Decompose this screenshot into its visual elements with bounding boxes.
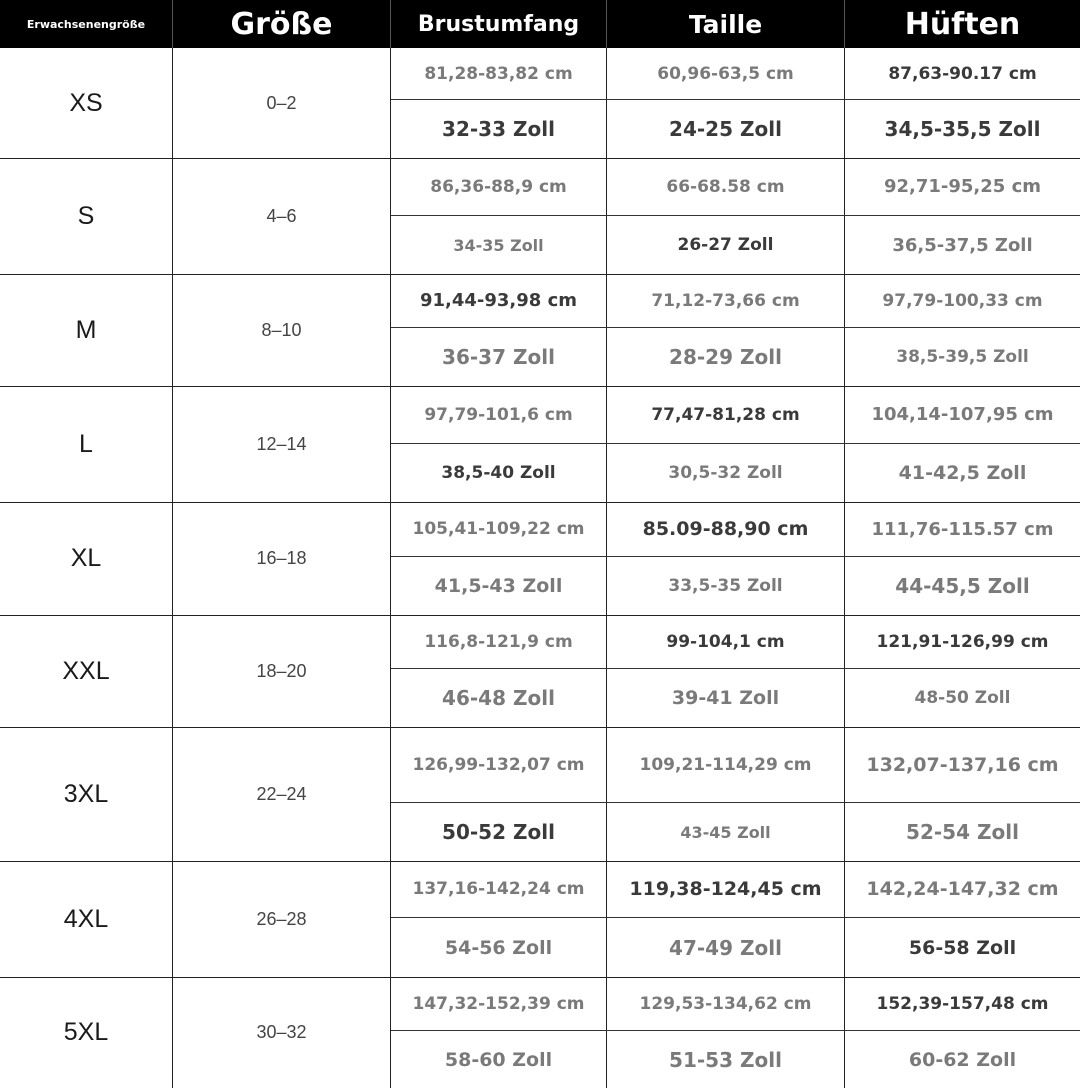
hip-cm-value: 87,63-90.17 cm — [888, 63, 1037, 84]
us-size-range: 16–18 — [256, 548, 307, 568]
table-header — [0, 0, 1080, 48]
bust-cm-value: 116,8-121,9 cm — [424, 631, 573, 652]
us-size-range: 8–10 — [261, 319, 302, 340]
bust-in-value: 36-37 Zoll — [442, 345, 555, 369]
bust-in-value: 34-35 Zoll — [453, 235, 544, 255]
waist-in-value: 47-49 Zoll — [669, 935, 782, 960]
hip-cm-value: 121,91-126,99 cm — [876, 631, 1049, 652]
bust-in-value: 46-48 Zoll — [442, 686, 555, 710]
header-divider — [390, 0, 391, 48]
bust-cm-value: 81,28-83,82 cm — [424, 63, 573, 84]
bust-cm-value: 91,44-93,98 cm — [419, 290, 578, 311]
bust-in-value: 41,5-43 Zoll — [434, 575, 563, 597]
hip-cm-value: 104,14-107,95 cm — [871, 404, 1054, 425]
us-size-range: 18–20 — [256, 660, 307, 681]
waist-in-value: 26-27 Zoll — [677, 235, 774, 255]
bust-in-value: 38,5-40 Zoll — [441, 463, 556, 483]
hip-in-value: 38,5-39,5 Zoll — [896, 347, 1029, 367]
hip-in-value: 56-58 Zoll — [908, 936, 1017, 959]
us-size-range: 30–32 — [256, 1022, 307, 1042]
us-size-range: 4–6 — [266, 205, 297, 226]
bust-cm-value: 86,36-88,9 cm — [430, 176, 567, 197]
waist-in-value: 43-45 Zoll — [680, 822, 771, 842]
waist-cm-value: 71,12-73,66 cm — [651, 290, 800, 311]
size-label: L — [79, 429, 93, 458]
waist-cm-value: 129,53-134,62 cm — [639, 993, 812, 1014]
waist-cm-value: 109,21-114,29 cm — [639, 754, 812, 775]
us-size-range: 12–14 — [256, 433, 307, 454]
size-label: XXL — [62, 656, 110, 685]
size-label: 5XL — [63, 1018, 109, 1046]
hip-cm-value: 142,24-147,32 cm — [866, 878, 1059, 900]
size-label: M — [75, 315, 97, 344]
size-label: S — [77, 201, 95, 230]
us-size-range: 0–2 — [266, 92, 297, 113]
waist-cm-value: 60,96-63,5 cm — [657, 63, 794, 84]
hip-cm-value: 152,39-157,48 cm — [876, 993, 1049, 1014]
hip-in-value: 41-42,5 Zoll — [898, 462, 1027, 484]
header-divider — [606, 0, 607, 48]
size-label: 4XL — [63, 904, 109, 933]
size-label: XS — [69, 88, 103, 117]
waist-in-value: 28-29 Zoll — [669, 345, 782, 369]
waist-header: Taille — [688, 9, 763, 39]
waist-in-value: 39-41 Zoll — [671, 687, 780, 709]
waist-cm-value: 99-104,1 cm — [666, 631, 785, 652]
hip-cm-value: 97,79-100,33 cm — [882, 290, 1043, 311]
hip-in-value: 34,5-35,5 Zoll — [884, 117, 1041, 141]
bust-cm-value: 137,16-142,24 cm — [412, 879, 585, 899]
hip-cm-value: 111,76-115.57 cm — [871, 518, 1054, 540]
size-label: 3XL — [63, 779, 109, 808]
waist-in-value: 33,5-35 Zoll — [668, 576, 783, 596]
us-size-range: 22–24 — [256, 783, 307, 804]
hip-in-value: 36,5-37,5 Zoll — [892, 234, 1033, 256]
size-header: Größe — [230, 6, 333, 42]
waist-in-value: 24-25 Zoll — [669, 117, 782, 141]
bust-in-value: 50-52 Zoll — [442, 820, 555, 844]
bust-cm-value: 126,99-132,07 cm — [412, 754, 585, 775]
hip-in-value: 44-45,5 Zoll — [895, 574, 1030, 598]
us-size-range: 26–28 — [256, 908, 307, 929]
hip-in-value: 48-50 Zoll — [914, 688, 1011, 708]
adult-size-header: Erwachsenengröße — [26, 17, 146, 31]
waist-cm-value: 119,38-124,45 cm — [629, 878, 822, 900]
waist-in-value: 51-53 Zoll — [669, 1047, 782, 1072]
waist-in-value: 30,5-32 Zoll — [668, 463, 783, 483]
waist-cm-value: 66-68.58 cm — [666, 176, 785, 197]
bust-in-value: 58-60 Zoll — [444, 1048, 553, 1071]
hip-header: Hüften — [904, 6, 1021, 42]
hip-in-value: 60-62 Zoll — [908, 1048, 1017, 1071]
header-divider — [172, 0, 173, 48]
waist-cm-value: 77,47-81,28 cm — [651, 404, 800, 425]
bust-cm-value: 147,32-152,39 cm — [412, 993, 585, 1014]
bust-in-value: 32-33 Zoll — [442, 117, 555, 141]
bust-cm-value: 97,79-101,6 cm — [424, 404, 573, 425]
bust-in-value: 54-56 Zoll — [444, 936, 553, 959]
hip-in-value: 52-54 Zoll — [906, 820, 1019, 844]
hip-cm-value: 132,07-137,16 cm — [866, 753, 1059, 776]
waist-cm-value: 85.09-88,90 cm — [642, 518, 809, 540]
header-divider — [844, 0, 845, 48]
bust-header: Brustumfang — [417, 11, 580, 37]
hip-cm-value: 92,71-95,25 cm — [883, 176, 1042, 197]
size-label: XL — [70, 544, 102, 572]
bust-cm-value: 105,41-109,22 cm — [412, 519, 585, 539]
